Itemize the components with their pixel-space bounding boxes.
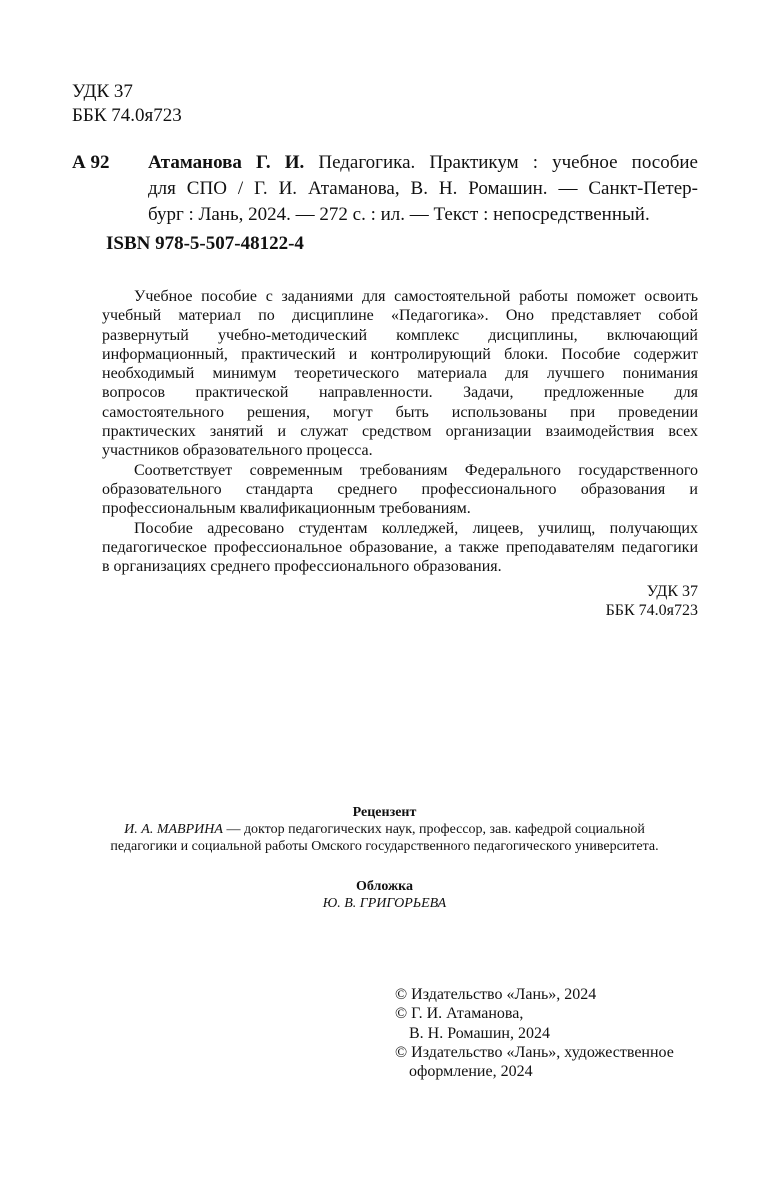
reviewer-name: И. А. МАВРИНА bbox=[124, 822, 223, 837]
classification-right bbox=[588, 582, 698, 620]
copyright-line: оформление, 2024 bbox=[409, 1063, 533, 1081]
copyright-line: © Г. И. Атаманова, bbox=[395, 1005, 524, 1023]
cover-heading: Обложка bbox=[355, 879, 414, 894]
annotation-line: Учебное пособие с заданиями для самостоятельной работы поможет освоить bbox=[134, 288, 698, 305]
annotation-line: самостоятельного решения, могут быть использованы при проведении bbox=[102, 403, 698, 421]
copyright-line: © Издательство «Лань», 2024 bbox=[395, 986, 597, 1003]
copyright-line: © Издательство «Лань», художественное bbox=[395, 1043, 674, 1061]
copyright-block bbox=[395, 985, 674, 1081]
biblio-line-1 bbox=[148, 150, 698, 176]
biblio-title: Педагогика. Практикум : учебное пособие bbox=[318, 152, 698, 173]
annotation-line: Пособие адресовано студентам колледжей, лицеев, училищ, получающих bbox=[134, 519, 698, 537]
bibliographic-record bbox=[148, 150, 698, 228]
annotation-line: педагогическое профессиональное образование, а также преподавателям педагогики bbox=[102, 538, 698, 556]
annotation bbox=[102, 287, 698, 576]
cover-designer: Ю. В. ГРИГОРЬЕВА bbox=[322, 896, 447, 911]
biblio-line-2: для СПО / Г. И. Атаманова, В. Н. Ромашин. — Санкт-Петер- bbox=[148, 178, 698, 199]
annotation-line: практических занятий и служат средством организации взаимодействия всех bbox=[102, 423, 698, 441]
reviewer-info bbox=[72, 821, 697, 855]
reviewer-line-1 bbox=[72, 821, 697, 838]
annotation-line: вопросов практической направленности. Задачи, предложенные для bbox=[102, 384, 698, 402]
annotation-line: необходимый минимум теоретического материала для лучшего понимания bbox=[102, 365, 698, 383]
bbk-code-right: ББК 74.0я723 bbox=[605, 602, 698, 619]
annotation-line: участников образовательного процесса. bbox=[102, 442, 373, 460]
annotation-line: профессиональным квалификационным требованиям. bbox=[102, 500, 471, 518]
isbn: ISBN 978-5-507-48122-4 bbox=[106, 233, 304, 254]
biblio-author: Атаманова Г. И. bbox=[148, 152, 305, 173]
bbk-code: ББК 74.0я723 bbox=[72, 105, 182, 126]
reviewer-heading: Рецензент bbox=[352, 805, 417, 820]
annotation-line: учебный материал по дисциплине «Педагогика». Оно представляет собой bbox=[102, 307, 698, 325]
reviewer-desc-2: педагогики и социальной работы Омского государственного педагогического университета. bbox=[110, 839, 659, 854]
biblio-line-3: бург : Лань, 2024. — 272 с. : ил. — Текст : непосредственный. bbox=[148, 204, 650, 225]
annotation-line: образовательного стандарта среднего профессионального образования и bbox=[102, 480, 698, 498]
author-mark: А 92 bbox=[72, 152, 110, 173]
annotation-line: развернутый учебно-методический комплекс дисциплины, включающий bbox=[102, 326, 698, 344]
classification-top bbox=[72, 80, 182, 128]
annotation-line: информационный, практический и контролирующий блоки. Пособие содержит bbox=[102, 345, 698, 363]
annotation-line: Соответствует современным требованиям Федерального государственного bbox=[134, 461, 698, 479]
annotation-line: в организациях среднего профессионального образования. bbox=[102, 558, 502, 576]
reviewer-desc-1: — доктор педагогических наук, профессор, зав. кафедрой социальной bbox=[222, 822, 645, 837]
copyright-line: В. Н. Ромашин, 2024 bbox=[409, 1024, 550, 1042]
udk-code-right: УДК 37 bbox=[646, 583, 698, 600]
udk-code: УДК 37 bbox=[72, 81, 133, 102]
